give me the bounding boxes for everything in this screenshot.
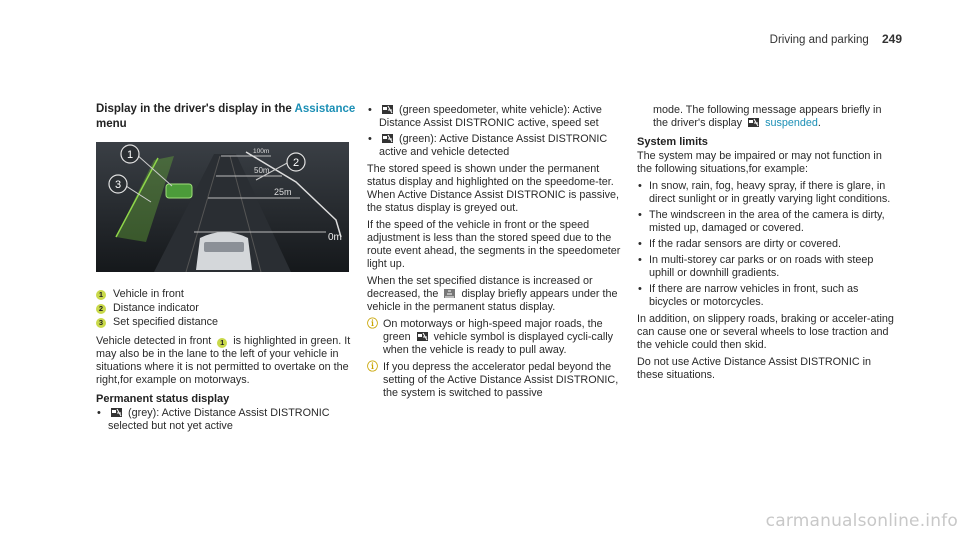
text: (green): Active Distance Assist DISTRONIC active and vehicle detected (379, 133, 608, 158)
legend-text: Vehicle in front (113, 288, 184, 300)
legend-text: Distance indicator (113, 302, 199, 314)
heading-link[interactable]: Assistance (294, 103, 356, 115)
number-badge: 1 (217, 338, 227, 348)
distronic-icon (417, 332, 428, 341)
column-right (637, 104, 899, 386)
list-item: • The windscreen in the area of the camera is dirty, misted up, damaged or covered. (637, 209, 899, 235)
list-item (367, 104, 629, 130)
callout-2: 2 (292, 157, 300, 169)
paragraph-stored-speed: The stored speed is shown under the permanent status display and highlighted on the speedome-ter. When Active Distance Assist DISTRONIC is passive, the status display is greyed out. (367, 163, 620, 214)
column-middle (367, 104, 629, 404)
paragraph-intro: The system may be impaired or may not function in the following situations,for example: (637, 150, 882, 175)
page-number: 249 (881, 32, 902, 46)
note-text (383, 318, 629, 357)
info-icon: ⓘ (367, 361, 378, 373)
page-header (770, 32, 902, 46)
paragraph-continued (637, 104, 899, 130)
callout-3: 3 (114, 179, 122, 191)
watermark: carmanualsonline.info (765, 511, 958, 531)
number-badge: 3 (96, 318, 106, 328)
list-item: • In multi-storey car parks or on roads with steep uphill or downhill gradients. (637, 254, 899, 280)
note (367, 361, 629, 400)
distronic-icon (111, 408, 122, 417)
legend-item (96, 302, 358, 315)
status-list-continued (367, 104, 629, 159)
heading-text: Display in the driver's display in the (96, 103, 292, 115)
number-badge: 2 (96, 304, 106, 314)
column-left (96, 102, 358, 437)
text: Vehicle detected in front (96, 335, 212, 347)
text: . (817, 117, 821, 129)
text: vehicle symbol is displayed cycli-cally when the vehicle is ready to pull away. (383, 331, 614, 356)
paragraph-warning: Do not use Active Distance Assist DISTRONIC in these situations. (637, 356, 872, 381)
text: On motorways or high-speed major roads, the green (383, 318, 603, 343)
text: When the set specified distance is increased or decreased, the (367, 275, 593, 300)
text: (green speedometer, white vehicle): Active Distance Assist DISTRONIC active, speed set (379, 104, 602, 129)
section-heading (96, 102, 358, 132)
note-text: If you depress the accelerator pedal beyond the setting of the Active Distance Assist DISTRONIC, the system is switched to passive (383, 361, 619, 399)
distronic-icon (382, 105, 393, 114)
section-title: Driving and parking (769, 34, 869, 46)
note (367, 318, 629, 357)
callout-1: 1 (126, 149, 134, 161)
number-badge: 1 (96, 290, 106, 300)
paragraph-slippery: In addition, on slippery roads, braking or acceler-ating can cause one or several wheels to lose traction and the vehicle could then skid. (637, 313, 894, 351)
limits-list (637, 180, 899, 309)
list-item: • If the radar sensors are dirty or covered. (637, 238, 899, 251)
list-item: • In snow, rain, fog, heavy spray, if there is glare, in direct sunlight or in greatly varying light conditions. (637, 180, 899, 206)
legend-text: Set specified distance (113, 316, 219, 328)
paragraph-speed-adjust: If the speed of the vehicle in front or the speed adjustment is less than the stored speed due to the route event ahead, the segments in the speedometer light up. (367, 219, 621, 270)
paragraph-vehicle-detected (96, 335, 358, 387)
paragraph-distance-change (367, 275, 629, 314)
text: display briefly appears under the vehicle in the permanent status display. (367, 288, 618, 313)
text: mode. The following message appears briefly in the driver's display (653, 104, 882, 129)
distance-label-50m: 50m (254, 166, 270, 175)
suspended-message: suspended (765, 117, 818, 129)
distronic-figure (96, 142, 349, 272)
list-item (96, 407, 358, 433)
distance-label-100m: 100m (253, 148, 270, 155)
distronic-icon (382, 134, 393, 143)
status-list (96, 407, 358, 433)
heading-suffix: menu (96, 118, 127, 130)
legend-item (96, 316, 358, 329)
text: (grey): Active Distance Assist DISTRONIC selected but not yet active (108, 407, 330, 432)
list-item: • If there are narrow vehicles in front, such as bicycles or motorcycles. (637, 283, 899, 309)
distance-label-0m: 0m (328, 232, 342, 243)
distronic-icon (748, 118, 759, 127)
text: is highlighted in green. It may also be in the lane to the left of your vehicle in situations where it is not permitted to overtake on the right,for example on motorways. (96, 335, 351, 386)
legend-item (96, 288, 358, 301)
info-icon: ⓘ (367, 318, 378, 330)
subheading-permanent-status: Permanent status display (96, 393, 230, 405)
subheading-system-limits: System limits (637, 136, 708, 148)
distance-label-25m: 25m (274, 187, 292, 197)
distance-icon (444, 289, 455, 298)
list-item (367, 133, 629, 159)
figure-legend (96, 288, 358, 329)
